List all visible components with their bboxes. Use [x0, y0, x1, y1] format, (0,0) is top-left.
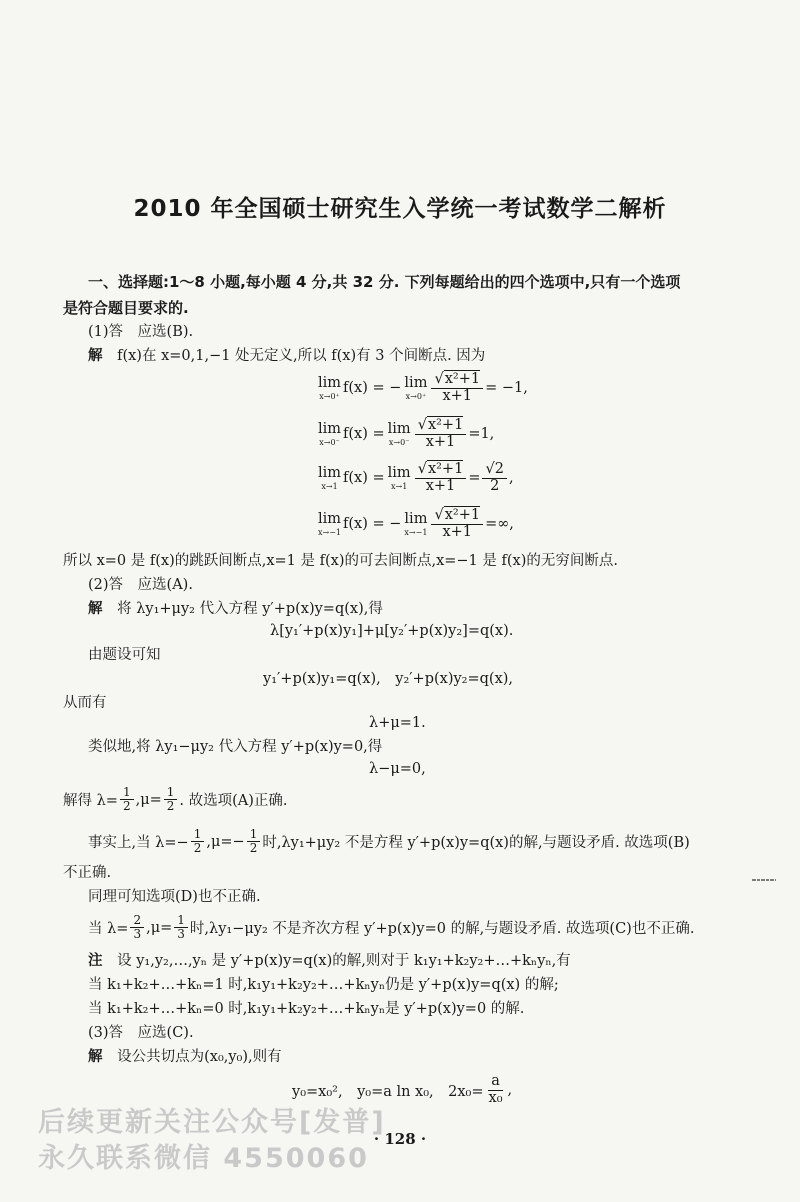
q2-text-8: 同理可知选项(D)也不正确.: [88, 889, 261, 905]
section-heading-line1: 一、选择题:1～8 小题,每小题 4 分,共 32 分. 下列每题给出的四个选项中,只有一个选项: [88, 273, 681, 291]
q1-limit-eq4: [318, 508, 514, 541]
lim-operator: lim x→1: [318, 465, 342, 491]
q1-limit-eq1: [318, 372, 528, 405]
fraction: $\frac{1}{2}$: [164, 786, 178, 813]
q2-equation-2: y₁′+p(x)y₁=q(x), y₂′+p(x)y₂=q(x),: [263, 671, 514, 687]
eq-rhs: =∞,: [485, 516, 514, 533]
fraction: $\frac{\text{√x²+1}}{x+1}$: [431, 372, 483, 405]
lim-operator: lim x→0⁺: [318, 375, 342, 401]
q2-text-4: 类似地,将 λy₁−μy₂ 代入方程 y′+p(x)y=0,得: [88, 739, 383, 755]
section-heading-line2: 是符合题目要求的.: [63, 299, 189, 317]
q1-limit-eq3: lim x→1 f(x) = lim x→1 $\frac{\text{√x²+1}}{x+1}$ = $\frac{√2}{2}$ ,: [318, 461, 514, 494]
page-title: 2010 年全国硕士研究生入学统一考试数学二解析: [133, 196, 667, 222]
lim-operator: lim x→1: [387, 465, 411, 491]
q2-solution-result: 解得 λ= $\frac{1}{2}$ ,μ= $\frac{1}{2}$ . 故选项(A)正确.: [63, 785, 288, 814]
q2-counterexample-2: 当 λ= $\frac{2}{3}$ ,μ= $\frac{1}{3}$ 时,λy₁−μy₂ 不是齐次方程 y′+p(x)y=0 的解,与题设矛盾. 故选项(C)也不正确.: [88, 913, 695, 942]
q2-text-2: 由题设可知: [88, 647, 161, 663]
q2-text-3: 从而有: [63, 695, 107, 711]
q2-note-line3: 当 k₁+k₂+…+kₙ=0 时,k₁y₁+k₂y₂+…+kₙyₙ是 y′+p(x)y=0 的解.: [88, 1001, 525, 1017]
fraction: $\frac{1}{2}$: [191, 828, 205, 855]
q2-equation-3: λ+μ=1.: [369, 715, 426, 731]
zhu-label: 注: [88, 953, 103, 969]
q1-intro-text: f(x)在 x=0,1,−1 处无定义,所以 f(x)有 3 个间断点. 因为: [117, 348, 486, 364]
eq-lhs: f(x) = −: [343, 380, 402, 397]
q3-solution-line1: 解 设公共切点为(x₀,y₀),则有: [88, 1049, 282, 1065]
eq-rhs: ,: [508, 470, 514, 487]
fraction: $\frac{2}{3}$: [130, 914, 144, 941]
jie-label: 解: [88, 1049, 103, 1065]
q2-note-line2: 当 k₁+k₂+…+kₙ=1 时,k₁y₁+k₂y₂+…+kₙyₙ仍是 y′+p(x)y=q(x) 的解;: [88, 977, 559, 993]
page-number: · 128 ·: [373, 1130, 427, 1148]
q1-limit-eq2: [318, 418, 494, 451]
q2-solution-line1: 解 将 λy₁+μy₂ 代入方程 y′+p(x)y=q(x),得: [88, 601, 383, 617]
q3-answer: (3)答 应选(C).: [88, 1025, 194, 1041]
eq-lhs: f(x) = −: [343, 516, 402, 533]
jie-label: 解: [88, 601, 103, 617]
fraction: $\frac{\text{√x²+1}}{x+1}$: [415, 418, 467, 451]
watermark-line2: 永久联系微信 4550060: [38, 1143, 369, 1174]
lim-operator: lim x→−1: [318, 511, 342, 537]
q1-conclusion: 所以 x=0 是 f(x)的跳跃间断点,x=1 是 f(x)的可去间断点,x=−1 是 f(x)的无穷间断点.: [63, 553, 618, 569]
eq-rhs: = −1,: [485, 380, 528, 397]
lim-operator: lim x→0⁺: [404, 375, 428, 401]
q2-counterexample: 事实上,当 λ=− $\frac{1}{2}$ ,μ=− $\frac{1}{2}$ 时,λy₁+μy₂ 不是方程 y′+p(x)y=q(x)的解,与题设矛盾. 故选项(B): [88, 827, 690, 856]
fraction: $\frac{1}{2}$: [247, 828, 261, 855]
fraction: $\frac{1}{3}$: [174, 914, 188, 941]
q2-equation-1: λ[y₁′+p(x)y₁]+μ[y₂′+p(x)y₂]=q(x).: [270, 623, 514, 639]
fraction: $\frac{\text{√x²+1}}{x+1}$: [431, 508, 483, 541]
lim-operator: lim x→0⁻: [387, 421, 411, 447]
eq-lhs: f(x) =: [343, 426, 385, 443]
q2-equation-4: λ−μ=0,: [369, 761, 426, 777]
q2-answer: (2)答 应选(A).: [88, 577, 193, 593]
scan-mark: [752, 878, 776, 882]
q1-answer: (1)答 应选(B).: [88, 324, 194, 340]
fraction: $\frac{\text{√x²+1}}{x+1}$: [415, 462, 467, 495]
lim-operator: lim x→0⁻: [318, 421, 342, 447]
q2-text-7: 不正确.: [63, 865, 112, 881]
q1-solution-intro: [88, 345, 485, 367]
eq-rhs: =1,: [468, 426, 495, 443]
eq-lhs: f(x) =: [343, 470, 385, 487]
jie-label: 解: [88, 348, 103, 364]
fraction: $\frac{√2}{2}$: [482, 462, 506, 495]
fraction: $\frac{1}{2}$: [120, 786, 134, 813]
q2-note-line1: 注 设 y₁,y₂,…,yₙ 是 y′+p(x)y=q(x)的解,则对于 k₁y₁+k₂y₂+…+kₙyₙ,有: [88, 953, 571, 969]
q3-equation-1: y₀=x₀², y₀=a ln x₀, 2x₀= $\frac{a}{\text{x₀}}$ ,: [292, 1073, 513, 1106]
lim-operator: lim x→−1: [404, 511, 428, 537]
watermark-line1: 后续更新关注公众号[发普]: [38, 1107, 386, 1138]
fraction: $\frac{a}{\text{x₀}}$: [488, 1073, 503, 1106]
